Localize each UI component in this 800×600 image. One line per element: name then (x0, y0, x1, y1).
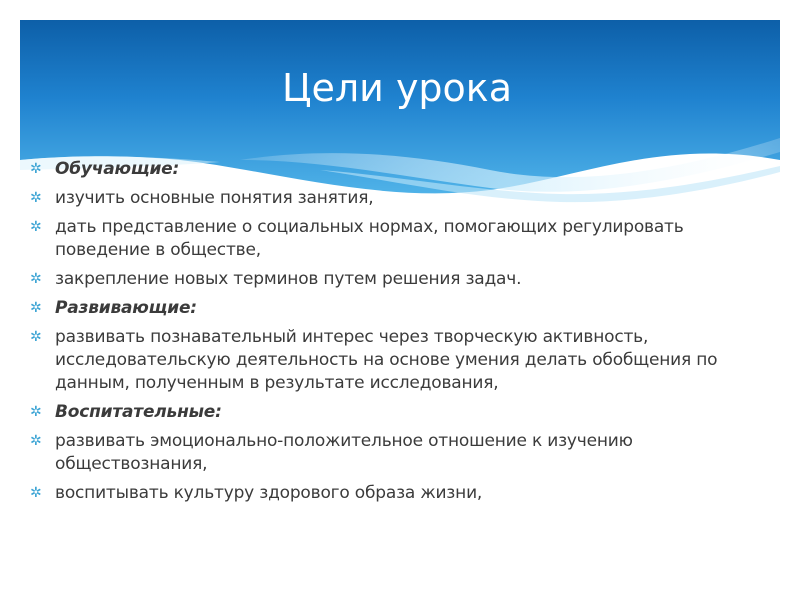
list-item-text: Обучающие: (55, 159, 180, 179)
list-item-text: Развивающие: (55, 298, 197, 318)
list-item (30, 430, 776, 476)
bullet-asterisk-icon: ✲ (30, 433, 42, 449)
slide-title: Цели урока (282, 66, 513, 110)
list-item-text: воспитывать культуру здорового образа жизни, (55, 483, 483, 503)
list-item-text: Воспитательные: (55, 402, 222, 422)
list-item (30, 216, 776, 262)
bullet-asterisk-icon: ✲ (30, 161, 42, 177)
bullet-asterisk-icon: ✲ (30, 404, 42, 420)
bullet-asterisk-icon: ✲ (30, 300, 42, 316)
list-item-text: развивать познавательный интерес через творческую активность, исследовательскую деятельность на основе умения делать обобщения по данным, полученным в результате исследования, (55, 327, 718, 393)
bullet-asterisk-icon: ✲ (30, 219, 42, 235)
section-heading (30, 158, 776, 181)
bullet-asterisk-icon: ✲ (30, 329, 42, 345)
section-heading (30, 401, 776, 424)
section-heading (30, 297, 776, 320)
list-item (30, 268, 776, 291)
list-item-text: закрепление новых терминов путем решения задач. (55, 269, 522, 289)
list-item-text: развивать эмоционально-положительное отношение к изучению обществознания, (55, 431, 633, 474)
list-item-text: изучить основные понятия занятия, (55, 188, 374, 208)
bullet-asterisk-icon: ✲ (30, 271, 42, 287)
list-item (30, 326, 776, 395)
list-item (30, 482, 776, 505)
objectives-list (30, 158, 776, 511)
list-item (30, 187, 776, 210)
list-item-text: дать представление о социальных нормах, помогающих регулировать поведение в обществе, (55, 217, 684, 260)
bullet-asterisk-icon: ✲ (30, 190, 42, 206)
bullet-asterisk-icon: ✲ (30, 485, 42, 501)
